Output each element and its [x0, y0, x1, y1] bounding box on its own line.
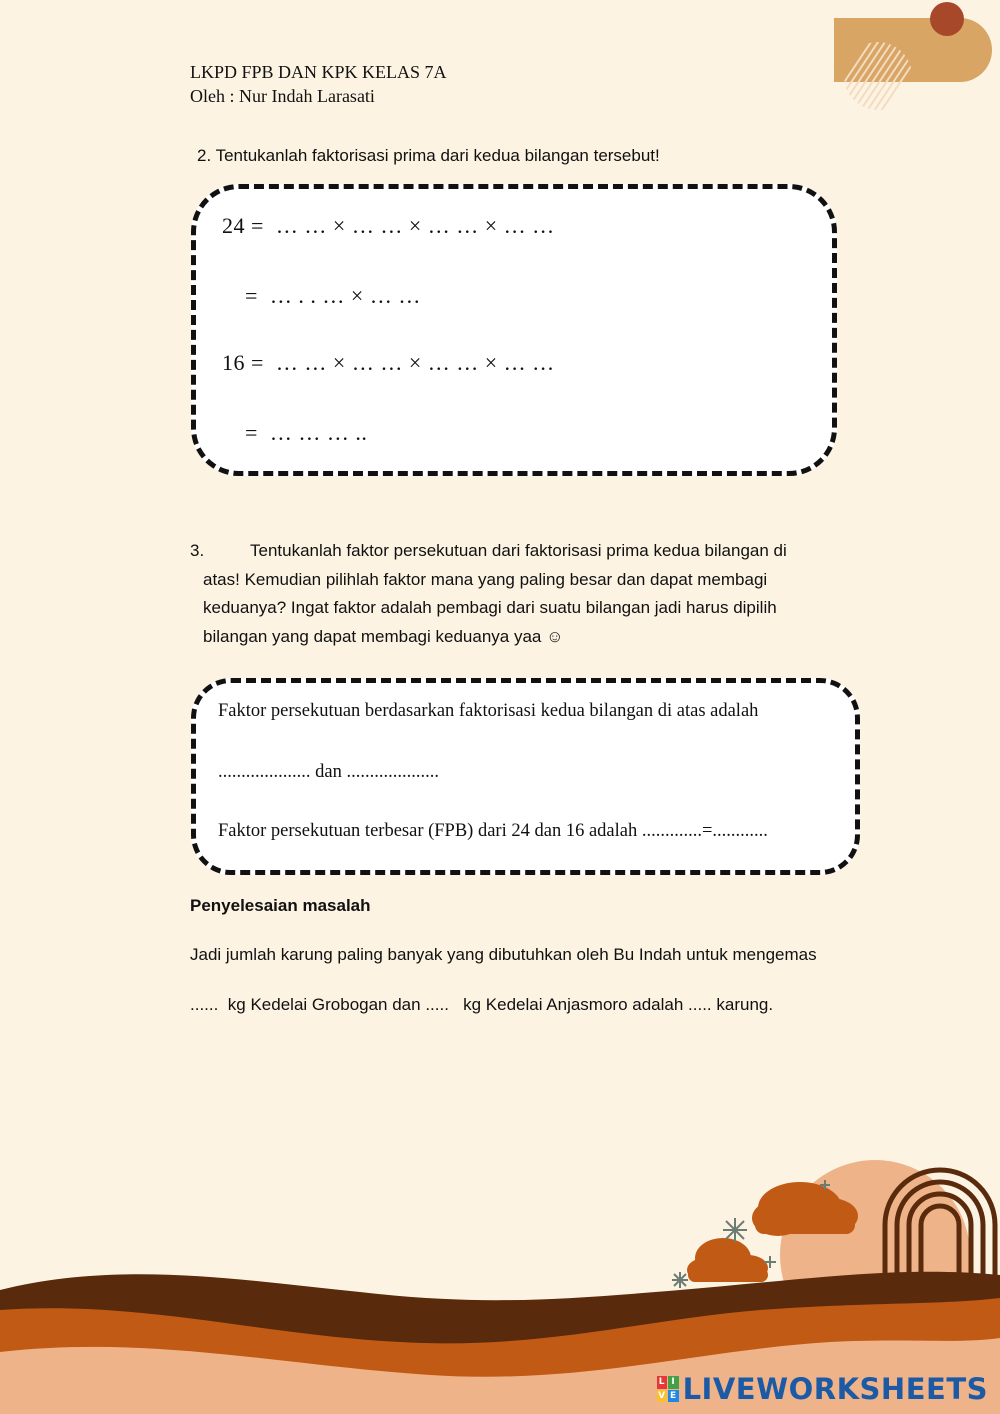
factorization-16: 16 = … … × … … × … … × … … [222, 350, 555, 375]
solution-heading: Penyelesaian masalah [190, 896, 371, 915]
fpb-statement: Faktor persekutuan terbesar (FPB) dari 24 dan 16 adalah .............=............ [218, 821, 768, 841]
solution-line-2: ...... kg Kedelai Grobogan dan ..... kg Kedelai Anjasmoro adalah ..... karung. [190, 995, 774, 1014]
question-3 [190, 537, 860, 651]
common-factor-statement: Faktor persekutuan berdasarkan faktorisasi kedua bilangan di atas adalah [218, 701, 759, 721]
common-factor-box [191, 678, 860, 875]
logo-letter: V [658, 1390, 666, 1401]
question-3-line-1: Tentukanlah faktor persekutuan dari faktorisasi prima kedua bilangan di [250, 541, 787, 560]
brand-logo-grid [657, 1376, 679, 1402]
solution-line-1: Jadi jumlah karung paling banyak yang dibutuhkan oleh Bu Indah untuk mengemas [190, 945, 817, 964]
factorization-24-result: = … . . … × … … [245, 283, 421, 308]
question-3-number: 3. [190, 541, 205, 560]
worksheet-title: LKPD FPB DAN KPK KELAS 7A [190, 62, 447, 82]
logo-letter: L [657, 1376, 668, 1389]
brand-name: LIVEWORKSHEETS [682, 1372, 988, 1406]
rust-circle [930, 2, 964, 36]
question-3-line-3: keduanya? Ingat faktor adalah pembagi dari suatu bilangan jadi harus dipilih [203, 598, 777, 617]
question-2: 2. Tentukanlah faktorisasi prima dari kedua bilangan tersebut! [197, 146, 660, 165]
liveworksheets-logo [657, 1372, 988, 1406]
factorization-16-result: = … … … .. [245, 420, 368, 445]
question-3-line-4: bilangan yang dapat membagi keduanya yaa ☺ [203, 626, 564, 646]
factorization-24: 24 = … … × … … × … … × … … [222, 213, 555, 238]
common-factor-blanks: .................... dan .................... [218, 762, 439, 782]
cloud-small [687, 1238, 768, 1282]
factorization-box [191, 184, 837, 476]
logo-letter: I [668, 1376, 679, 1389]
worksheet-author: Oleh : Nur Indah Larasati [190, 86, 375, 106]
logo-letter: E [670, 1390, 677, 1401]
question-3-line-2: atas! Kemudian pilihlah faktor mana yang paling besar dan dapat membagi [203, 569, 768, 589]
top-decoration [820, 0, 1000, 130]
